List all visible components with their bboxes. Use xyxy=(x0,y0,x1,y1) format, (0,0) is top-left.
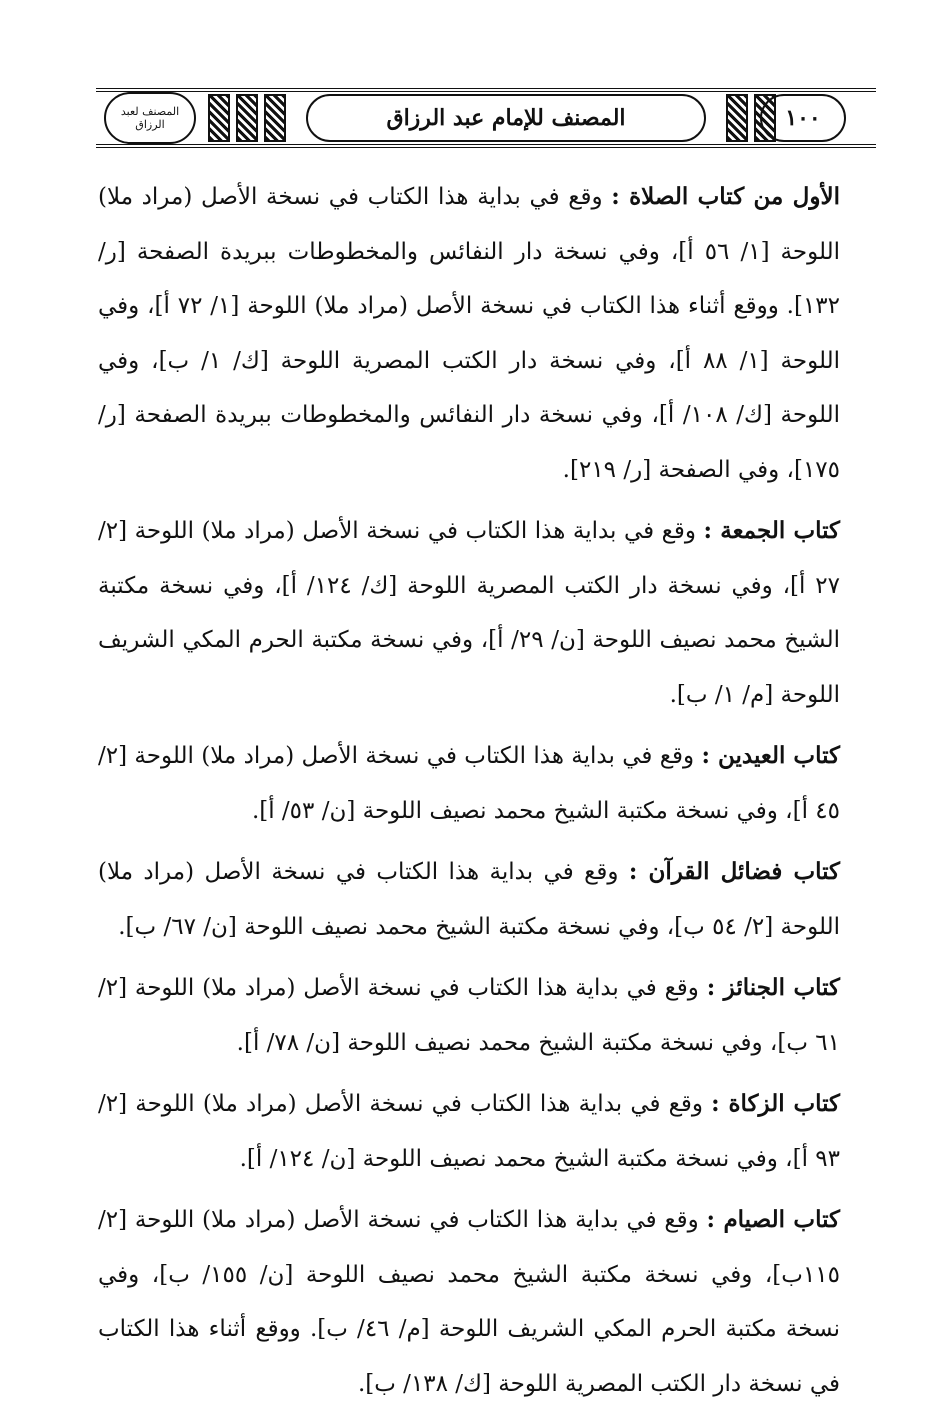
entry-heading: كتاب العيدين : xyxy=(701,742,840,769)
entry-jumuah xyxy=(98,504,840,722)
ornament-left-2 xyxy=(236,94,258,142)
ornament-right-1 xyxy=(726,94,748,142)
page-number-text: ١٠٠ xyxy=(785,105,821,131)
entry-eidain xyxy=(98,729,840,838)
entry-text: وقع في بداية هذا الكتاب في نسخة الأصل (مراد ملا) اللوحة [٢/ ٥٤ ب]، وفي نسخة مكتبة الشيخ محمد نصيف اللوحة [ن/ ٦٧/ ب]. xyxy=(98,859,840,940)
page-number xyxy=(760,94,846,142)
entry-text: وقع في بداية هذا الكتاب في نسخة الأصل (مراد ملا) اللوحة [٢/ ٦١ ب]، وفي نسخة مكتبة الشيخ محمد نصيف اللوحة [ن/ ٧٨/ أ]. xyxy=(98,975,840,1056)
page-body xyxy=(98,170,840,1418)
entry-text: وقع في بداية هذا الكتاب في نسخة الأصل (مراد ملا) اللوحة [١/ ٥٦ أ]، وفي نسخة دار النفائس والمخطوطات ببريدة الصفحة [ر/ ١٣٢]. ووقع أثناء هذا الكتاب في نسخة الأصل (مراد ملا) اللوحة [١/ ٧٢ أ]، وفي اللوحة [١/ ٨٨ أ]، وفي نسخة دار الكتب المصرية اللوحة [ك/ ١/ ب]، وفي اللوحة [ك/ ١٠٨/ أ]، وفي نسخة دار النفائس والمخطوطات ببريدة الصفحة [ر/ ١٧٥]، وفي الصفحة [ر/ ٢١٩]. xyxy=(98,184,840,483)
ornament-left-1 xyxy=(208,94,230,142)
entry-heading: كتاب الصيام : xyxy=(706,1206,840,1233)
entry-fadail-quran xyxy=(98,845,840,954)
entry-heading: الأول من كتاب الصلاة : xyxy=(611,183,841,210)
entry-text: وقع في بداية هذا الكتاب في نسخة الأصل (مراد ملا) اللوحة [٢/ ٤٥ أ]، وفي نسخة مكتبة الشيخ محمد نصيف اللوحة [ن/ ٥٣/ أ]. xyxy=(98,743,840,824)
entry-zakah xyxy=(98,1077,840,1186)
entry-text: وقع في بداية هذا الكتاب في نسخة الأصل (مراد ملا) اللوحة [٢/ ١١٥ب]، وفي نسخة مكتبة الشيخ محمد نصيف اللوحة [ن/ ١٥٥/ ب]، وفي نسخة مكتبة الحرم المكي الشريف اللوحة [م/ ٤٦/ ب]. ووقع أثناء هذا الكتاب في نسخة دار الكتب المصرية اللوحة [ك/ ١٣٨/ ب]. xyxy=(98,1207,840,1397)
entry-heading: كتاب الجنائز : xyxy=(706,974,840,1001)
entry-text: وقع في بداية هذا الكتاب في نسخة الأصل (مراد ملا) اللوحة [٢/ ٢٧ أ]، وفي نسخة دار الكتب المصرية اللوحة [ك/ ١٢٤/ أ]، وفي نسخة مكتبة الشيخ محمد نصيف اللوحة [ن/ ٢٩/ أ]، وفي نسخة مكتبة الحرم المكي الشريف اللوحة [م/ ١/ ب]. xyxy=(98,518,840,708)
ornament-left-3 xyxy=(264,94,286,142)
page-header xyxy=(96,88,876,148)
entry-heading: كتاب الجمعة : xyxy=(703,517,840,544)
entry-siyam xyxy=(98,1193,840,1411)
entry-janaiz xyxy=(98,961,840,1070)
book-seal-logo xyxy=(104,92,196,144)
running-title-text: المصنف للإمام عبد الرزاق xyxy=(386,105,626,131)
entry-heading: كتاب فضائل القرآن : xyxy=(628,858,840,885)
entry-salah xyxy=(98,170,840,497)
entry-heading: كتاب الزكاة : xyxy=(711,1090,840,1117)
entry-text: وقع في بداية هذا الكتاب في نسخة الأصل (مراد ملا) اللوحة [٢/ ٩٣ أ]، وفي نسخة مكتبة الشيخ محمد نصيف اللوحة [ن/ ١٢٤/ أ]. xyxy=(98,1091,840,1172)
running-title xyxy=(306,94,706,142)
seal-text: المصنف لعبد الرزاق xyxy=(120,105,180,131)
